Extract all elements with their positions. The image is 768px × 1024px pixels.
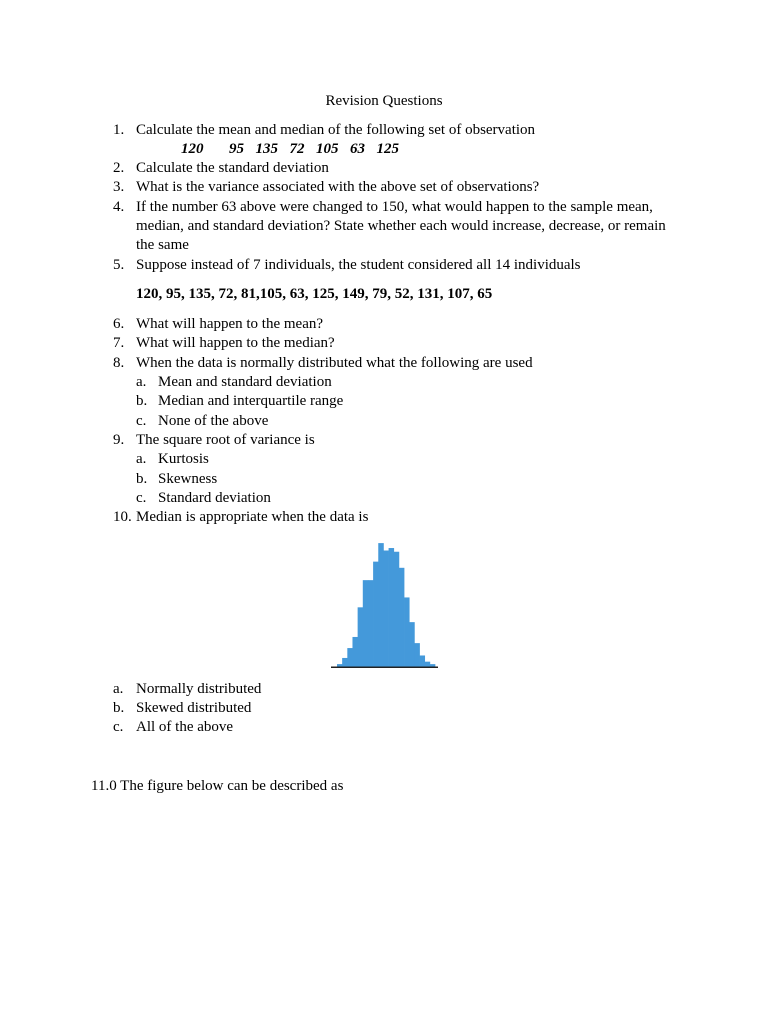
question-item bbox=[91, 354, 677, 373]
histogram-bar bbox=[399, 568, 405, 667]
observation-value: 105 bbox=[316, 140, 339, 157]
option-label: c. bbox=[113, 719, 124, 736]
option-text: Normally distributed bbox=[136, 680, 262, 697]
question-text: The square root of variance is bbox=[136, 431, 315, 448]
histogram-bar bbox=[347, 648, 353, 667]
question-item bbox=[91, 334, 677, 353]
option-text: None of the above bbox=[158, 412, 269, 429]
data-values-line: 120, 95, 135, 72, 81,105, 63, 125, 149, 79, 52, 131, 107, 65 bbox=[136, 286, 493, 303]
histogram-bar bbox=[389, 548, 395, 667]
observation-value: 95 bbox=[229, 140, 244, 157]
histogram-bar bbox=[373, 562, 379, 667]
option-label: c. bbox=[136, 489, 147, 506]
histogram-bar bbox=[342, 658, 348, 667]
histogram-bar bbox=[378, 543, 384, 667]
histogram-bar bbox=[368, 580, 374, 666]
question-item bbox=[91, 431, 677, 450]
observation-value: 120 bbox=[181, 140, 204, 157]
question-text: What will happen to the median? bbox=[136, 335, 335, 352]
histogram-bar bbox=[394, 552, 400, 667]
observation-value: 135 bbox=[255, 140, 278, 157]
question-11-text: 11.0 The figure below can be described as bbox=[91, 777, 344, 794]
option-label: b. bbox=[136, 470, 148, 487]
option-item bbox=[91, 373, 677, 392]
observation-value: 72 bbox=[289, 140, 305, 157]
option-item bbox=[91, 450, 677, 469]
option-label: a. bbox=[136, 451, 147, 468]
question-item bbox=[91, 159, 677, 178]
histogram-figure bbox=[331, 540, 438, 670]
question-text: What is the variance associated with the above set of observations? bbox=[136, 179, 540, 196]
question-list bbox=[91, 121, 677, 528]
histogram-bar bbox=[358, 607, 364, 666]
question-item bbox=[91, 315, 677, 334]
question-text: What will happen to the mean? bbox=[136, 316, 324, 333]
question-number: 10. bbox=[113, 509, 132, 526]
option-text: All of the above bbox=[136, 719, 234, 736]
option-label: b. bbox=[113, 699, 125, 716]
option-item bbox=[91, 718, 677, 737]
option-label: a. bbox=[113, 680, 124, 697]
option-label: a. bbox=[136, 374, 147, 391]
question-10-options bbox=[91, 680, 677, 738]
question-number: 3. bbox=[113, 179, 125, 196]
option-item bbox=[91, 699, 677, 718]
observation-values bbox=[91, 140, 677, 159]
question-number: 1. bbox=[113, 121, 125, 138]
question-text: Median is appropriate when the data is bbox=[136, 509, 369, 526]
question-text: Calculate the standard deviation bbox=[136, 160, 329, 177]
question-number: 7. bbox=[113, 335, 125, 352]
question-item bbox=[91, 178, 677, 197]
option-text: Standard deviation bbox=[158, 489, 271, 506]
option-text: Skewness bbox=[158, 470, 218, 487]
histogram-bar bbox=[363, 580, 369, 666]
question-item bbox=[91, 121, 677, 140]
question-item bbox=[91, 508, 677, 527]
option-label: b. bbox=[136, 393, 148, 410]
page-title: Revision Questions bbox=[325, 92, 443, 109]
option-text: Median and interquartile range bbox=[158, 393, 344, 410]
question-item bbox=[91, 198, 677, 256]
histogram-bar bbox=[383, 551, 389, 667]
option-item bbox=[91, 489, 677, 508]
histogram-bar bbox=[420, 655, 426, 666]
question-number: 6. bbox=[113, 316, 125, 333]
option-text: Mean and standard deviation bbox=[158, 374, 332, 391]
option-text: Kurtosis bbox=[158, 451, 209, 468]
option-item bbox=[91, 680, 677, 699]
histogram-bar bbox=[352, 637, 358, 667]
question-number: 4. bbox=[113, 198, 125, 215]
histogram-bar bbox=[409, 622, 415, 666]
question-text: Suppose instead of 7 individuals, the student considered all 14 individuals bbox=[136, 256, 581, 273]
observation-value: 63 bbox=[350, 140, 365, 157]
question-number: 5. bbox=[113, 256, 125, 273]
observation-value: 125 bbox=[376, 140, 399, 157]
histogram-bar bbox=[404, 597, 410, 666]
question-item bbox=[91, 256, 677, 275]
question-text: When the data is normally distributed what the following are used bbox=[136, 354, 533, 371]
histogram-bar bbox=[430, 664, 436, 666]
option-label: c. bbox=[136, 412, 147, 429]
question-number: 2. bbox=[113, 160, 125, 177]
histogram-bar bbox=[414, 643, 420, 666]
option-item bbox=[91, 470, 677, 489]
histogram-bar bbox=[425, 662, 431, 667]
option-text: Skewed distributed bbox=[136, 699, 252, 716]
histogram-bar bbox=[337, 664, 343, 666]
question-number: 9. bbox=[113, 431, 125, 448]
question-number: 8. bbox=[113, 354, 125, 371]
option-item bbox=[91, 412, 677, 431]
question-text: Calculate the mean and median of the following set of observation bbox=[136, 121, 536, 138]
question-text: If the number 63 above were changed to 150, what would happen to the sample mean, median, and standard deviation? State whether each would increase, decrease, or remain the same bbox=[136, 198, 666, 254]
option-item bbox=[91, 392, 677, 411]
